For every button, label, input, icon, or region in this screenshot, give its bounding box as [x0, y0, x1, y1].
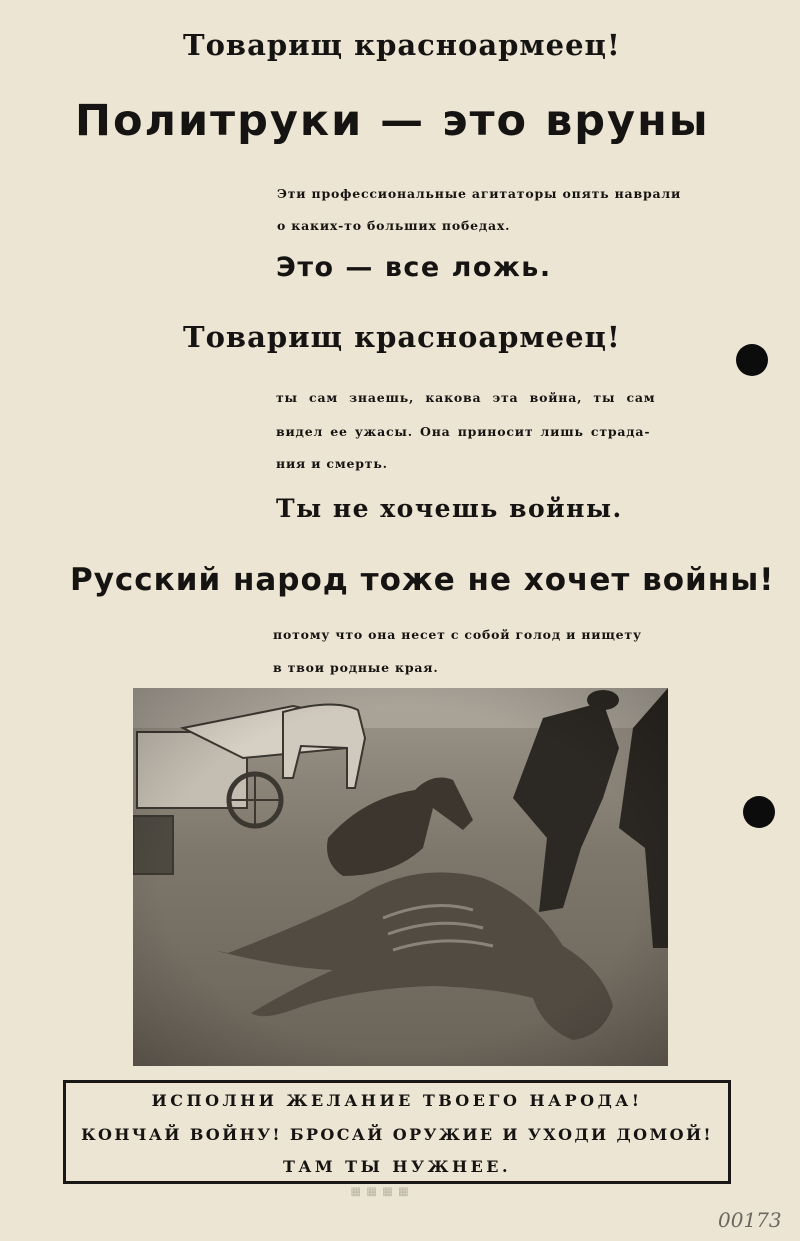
paragraph-2-line-2: видел ее ужасы. Она приносит лишь страда-	[276, 424, 651, 439]
dead-horses-photo	[133, 688, 668, 1066]
people-statement: Русский народ тоже не хочет войны!	[70, 562, 775, 598]
call-line-3: ТАМ ТЫ НУЖНЕЕ.	[282, 1157, 512, 1176]
punch-hole-top	[736, 344, 768, 376]
greeting-top: Товарищ красноармеец!	[183, 28, 621, 62]
no-war-statement: Ты не хочешь войны.	[276, 494, 623, 523]
lie-statement: Это — все ложь.	[276, 252, 552, 283]
punch-hole-bottom	[743, 796, 775, 828]
call-line-2: КОНЧАЙ ВОЙНУ! БРОСАЙ ОРУЖИЕ И УХОДИ ДОМОЙ!	[81, 1125, 713, 1144]
call-line-1: ИСПОЛНИ ЖЕЛАНИЕ ТВОЕГО НАРОДА!	[151, 1091, 643, 1110]
paragraph-3-line-2: в твои родные края.	[273, 660, 439, 675]
greeting-second: Товарищ красноармеец!	[183, 320, 621, 354]
headline: Политруки — это вруны	[75, 96, 710, 146]
paragraph-1-line-2: о каких-то больших победах.	[277, 218, 511, 233]
call-to-action-box	[63, 1080, 731, 1184]
paragraph-2-line-1: ты сам знаешь, какова эта война, ты сам	[276, 390, 656, 405]
paragraph-1-line-1: Эти профессиональные агитаторы опять наврали	[277, 186, 682, 201]
archive-stamp-bleed: ▦ ▦ ▦ ▦	[350, 1186, 410, 1199]
paragraph-3-line-1: потому что она несет с собой голод и нищету	[273, 627, 642, 642]
paragraph-2-line-3: ния и смерть.	[276, 456, 388, 471]
handwritten-number: 00173	[718, 1208, 782, 1232]
